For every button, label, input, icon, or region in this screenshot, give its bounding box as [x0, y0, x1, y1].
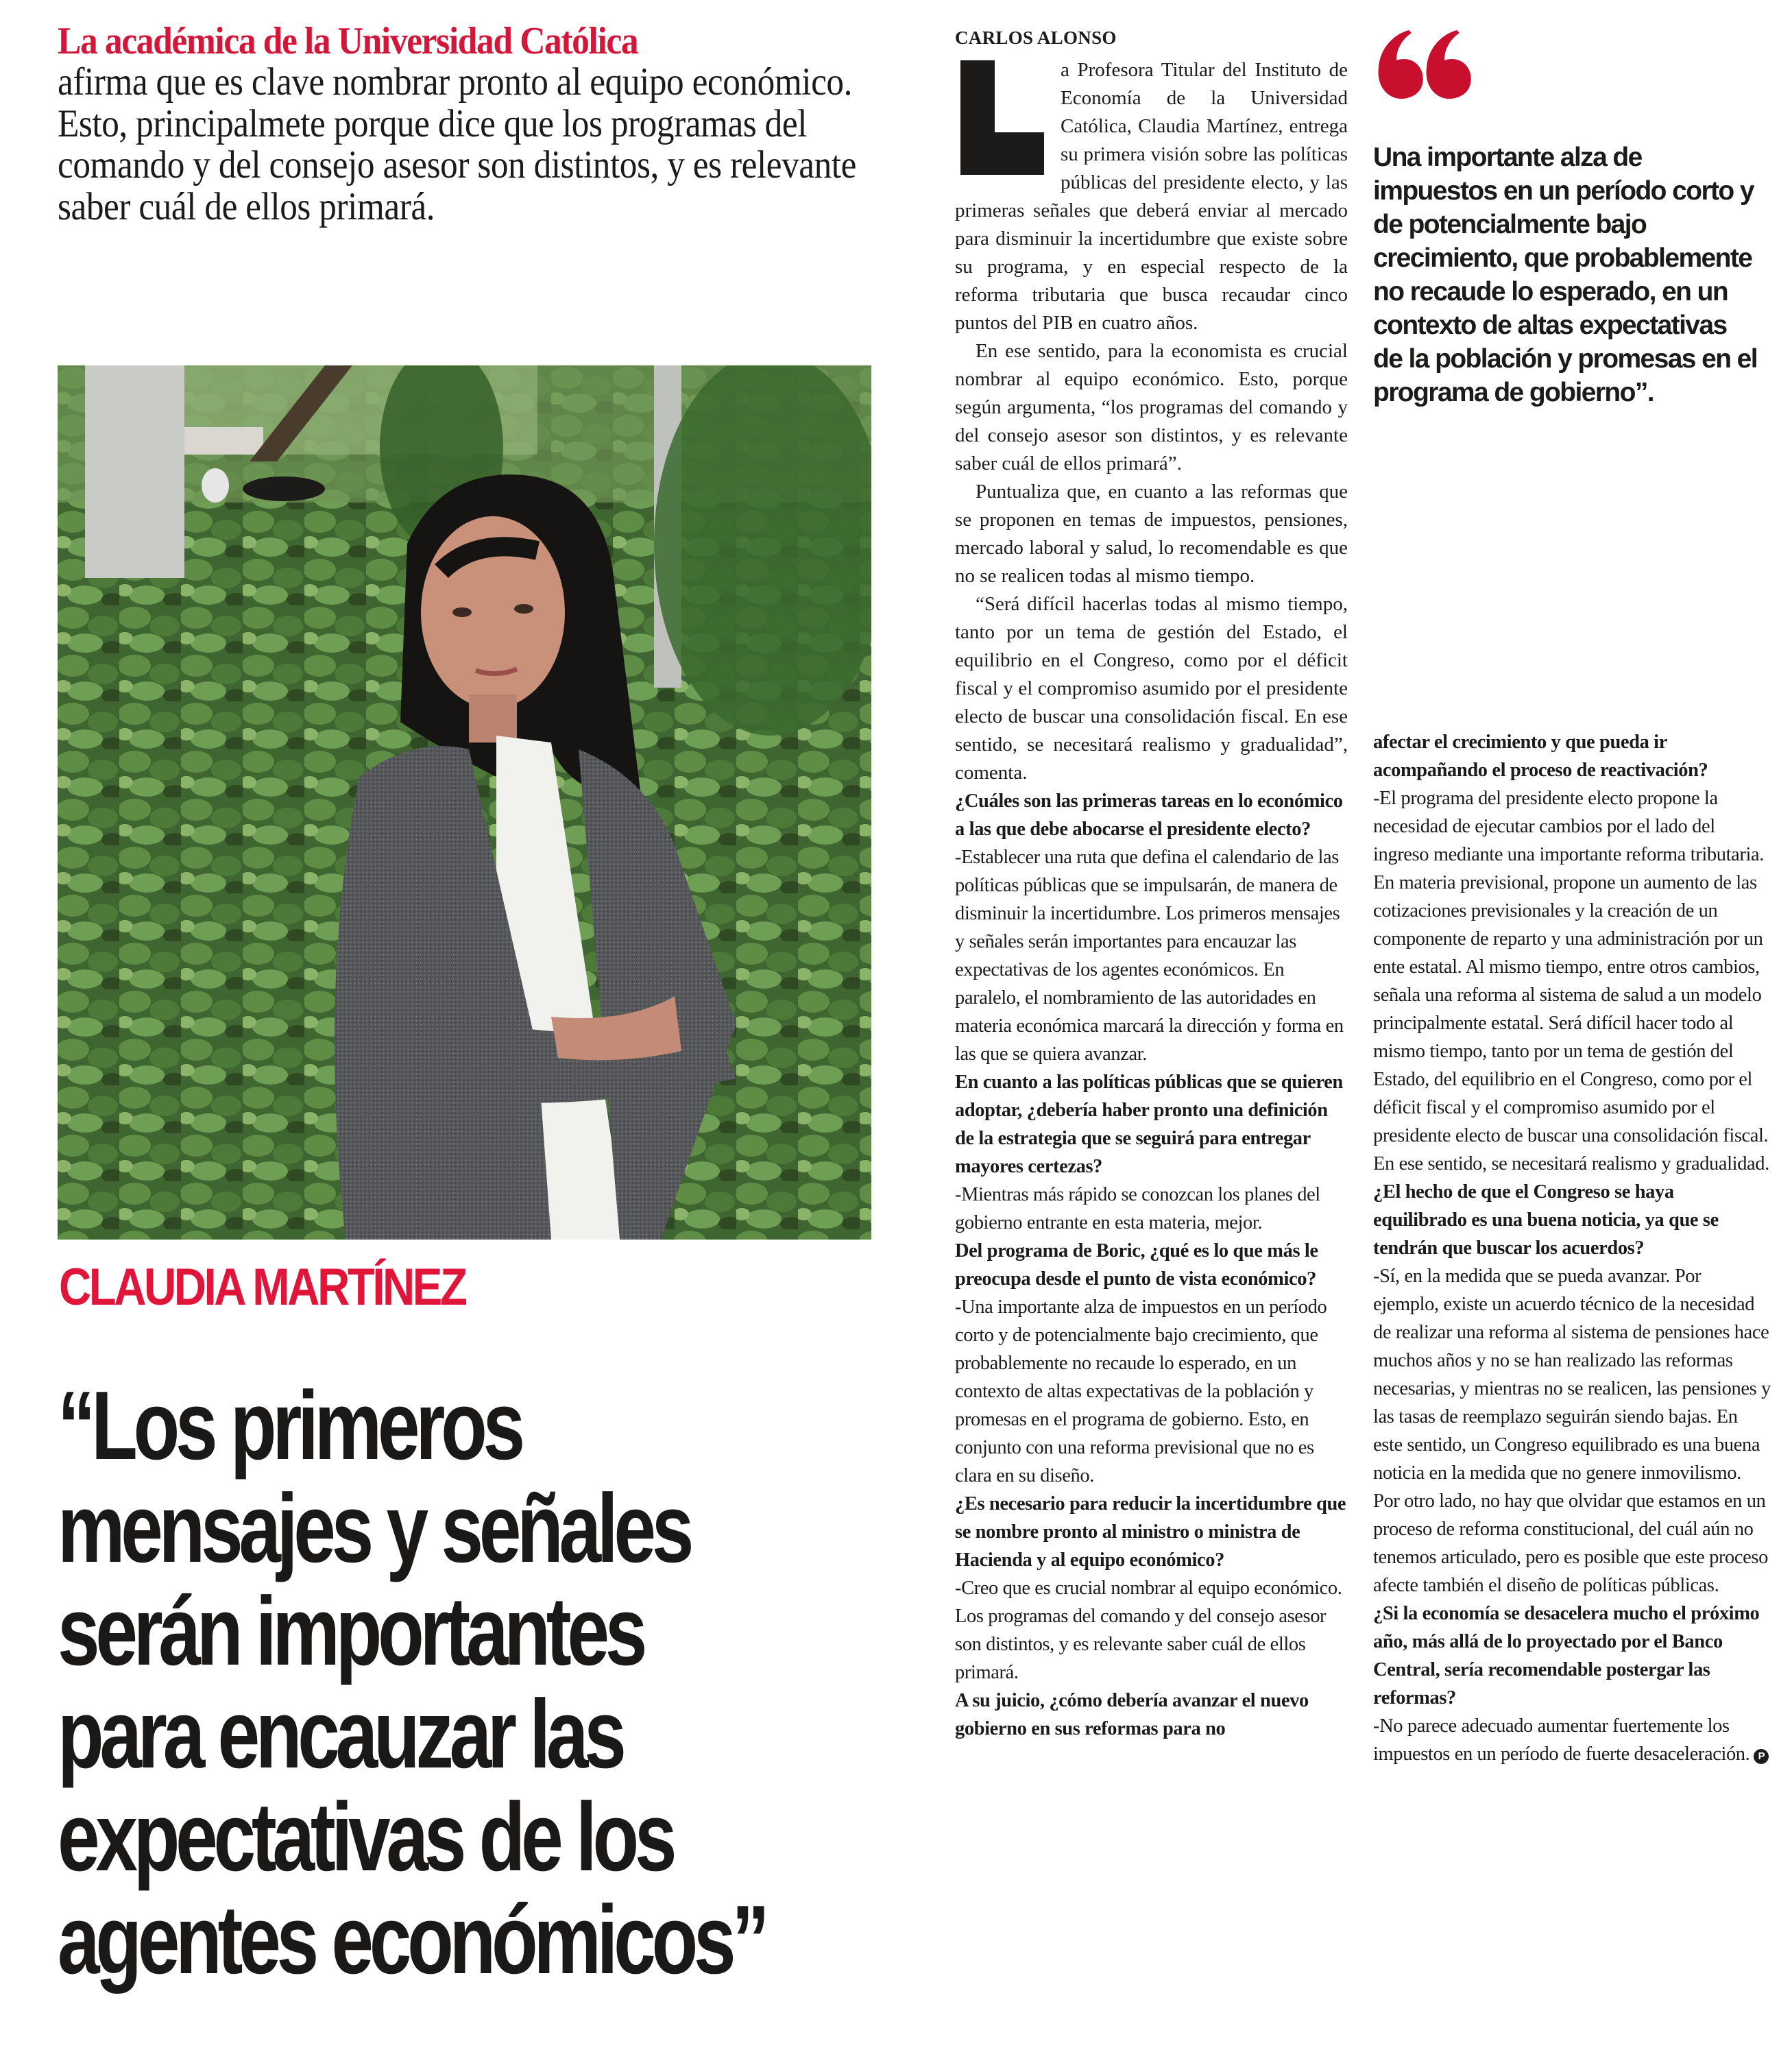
- lead-kicker: La académica de la Universidad Católica: [58, 20, 638, 62]
- headline-line: para encauzar las: [58, 1680, 622, 1789]
- headline-line: mensajes y señales: [58, 1474, 690, 1583]
- interview-question: Del programa de Boric, ¿qué es lo que más le preocupa desde el punto de vista económico?: [955, 1240, 1318, 1290]
- article-column-middle: [955, 26, 1348, 1743]
- interview-answer: -Establecer una ruta que defina el calendario de las políticas públicas que se impulsarán, de manera de disminuir la incertidumbre. Los primeros mensajes y señales serán importantes para encauzar las expectativas de los agentes económicos. En paralelo, el nombramiento de las autoridades en materia económica marcará la dirección y forma en las que se quiera avanzar.: [955, 847, 1344, 1065]
- pull-quote-text: Una importante alza de impuestos en un período corto y de potencialmente bajo crecimiento, que probablemente no recaude lo esperado, en un contexto de altas expectativas de la población y promesas en el programa de gobierno”.: [1373, 143, 1758, 407]
- interview-answer-text: -No parece adecuado aumentar fuertemente los impuestos en un período de fuerte desaceleración.: [1373, 1715, 1750, 1765]
- portrait-image: [58, 365, 871, 1240]
- pull-quote: [1373, 27, 1771, 409]
- interview-answer: -Sí, en la medida que se pueda avanzar. Por ejemplo, existe un acuerdo técnico de la necesidad de realizar una reforma al sistema de pensiones hace muchos años y no se han realizado las reformas necesarias, y mientras no se realicen, las pensiones y las tasas de reemplazo seguirán siendo bajas. En este sentido, un Congreso equilibrado es una buena noticia en la medida que no genere inmovilismo. Por otro lado, no hay que olvidar que estamos en un proceso de reforma constitucional, del cuál aún no tenemos articulado, pero es posible que este proceso afecte también el diseño de políticas públicas.: [1373, 1266, 1771, 1596]
- quote-open-icon: [1373, 27, 1476, 103]
- interview-question: A su juicio, ¿cómo debería avanzar el nuevo gobierno en sus reformas para no: [955, 1690, 1309, 1739]
- body-paragraph: Puntualiza que, en cuanto a las reformas que se proponen en temas de impuestos, pensiones, mercado laboral y salud, lo recomendable es que no se realicen todas al mismo tiempo.: [955, 481, 1348, 587]
- body-paragraph: En ese sentido, para la economista es crucial nombrar al equipo económico. Esto, porque según argumenta, “los programas del comando y del consejo asesor son distintos, y es relevante saber cuál de ellos primará”.: [955, 340, 1348, 474]
- lead-text: afirma que es clave nombrar pronto al equipo económico. Esto, principalmete porque dice que los programas del comando y del consejo asesor son distintos, y es relevante saber cuál de ellos primará.: [58, 60, 856, 228]
- interview-answer-final: [1373, 1712, 1771, 1768]
- article-column-right: [1373, 728, 1771, 1768]
- headline-line: “Los primeros: [58, 1371, 521, 1480]
- lead-block: [58, 21, 880, 228]
- portrait-photo: [58, 365, 871, 1240]
- interview-question: ¿El hecho de que el Congreso se haya equilibrado es una buena noticia, ya que se tendrán que buscar los acuerdos?: [1373, 1181, 1719, 1259]
- drop-cap-foot: [960, 132, 1044, 175]
- interview-answer: -Creo que es crucial nombrar al equipo económico. Los programas del comando y del consejo asesor son distintos, y es relevante saber cuál de ellos primará.: [955, 1578, 1342, 1683]
- interviewee-name: CLAUDIA MARTÍNEZ: [59, 1258, 465, 1316]
- interview-question: afectar el crecimiento y que pueda ir acompañando el proceso de reactivación?: [1373, 732, 1708, 781]
- end-of-article-icon: P: [1754, 1749, 1769, 1764]
- intro-paragraph: a Profesora Titular del Instituto de Economía de la Universidad Católica, Claudia Martínez, entrega su primera visión sobre las políticas públicas del presidente electo, y las primeras señales que deberá enviar al mercado para disminuir la incertidumbre que existe sobre su programa, y en especial respecto de la reforma tributaria que busca recaudar cinco puntos del PIB en cuatro años.: [955, 59, 1348, 334]
- interview-question: ¿Cuáles son las primeras tareas en lo económico a las que debe abocarse el presidente electo?: [955, 790, 1343, 840]
- interview-question: En cuanto a las políticas públicas que se quieren adoptar, ¿debería haber pronto una definición de la estrategia que se seguirá para entregar mayores certezas?: [955, 1072, 1343, 1177]
- interview-answer: -El programa del presidente electo propone la necesidad de ejecutar cambios por el lado del ingreso mediante una importante reforma tributaria. En materia previsional, propone un aumento de las cotizaciones previsionales y la creación de un componente de reparto y una administración por un ente estatal. Al mismo tiempo, entre otros cambios, señala una reforma al sistema de salud a un modelo principalmente estatal. Será difícil hacer todo al mismo tiempo, tanto por un tema de gestión del Estado, del equilibrio en el Congreso, como por el déficit fiscal y el compromiso asumido por el presidente electo de buscar una consolidación fiscal. En ese sentido, se necesitará realismo y gradualidad.: [1373, 788, 1769, 1174]
- interview-answer: -Una importante alza de impuestos en un período corto y de potencialmente bajo crecimiento, que probablemente no recaude lo esperado, en un contexto de altas expectativas de la población y promesas en el programa de gobierno. Esto, en conjunto con una reforma previsional que no es clara en su diseño.: [955, 1296, 1327, 1486]
- headline-line: agentes económicos”: [58, 1885, 766, 1994]
- drop-cap-l: [960, 60, 1051, 175]
- headline-line: serán importantes: [58, 1577, 644, 1686]
- headline: [58, 1371, 915, 1994]
- byline: CARLOS ALONSO: [955, 27, 1117, 48]
- interview-answer: -Mientras más rápido se conozcan los planes del gobierno entrante en esta materia, mejor.: [955, 1184, 1320, 1233]
- intro-paragraph-block: [955, 56, 1348, 337]
- body-paragraph: “Será difícil hacerlas todas al mismo tiempo, tanto por un tema de gestión del Estado, el equilibrio en el Congreso, como por el déficit fiscal y el compromiso asumido por el presidente electo de buscar una consolidación fiscal. En ese sentido, se necesitará realismo y gradualidad”, comenta.: [955, 593, 1348, 784]
- interview-question: ¿Es necesario para reducir la incertidumbre que se nombre pronto al ministro o ministra de Hacienda y al equipo económico?: [955, 1493, 1346, 1571]
- interview-question: ¿Si la economía se desacelera mucho el próximo año, más allá de lo proyectado por el Banco Central, sería recomendable postergar las reformas?: [1373, 1603, 1760, 1709]
- headline-line: expectativas de los: [58, 1783, 673, 1892]
